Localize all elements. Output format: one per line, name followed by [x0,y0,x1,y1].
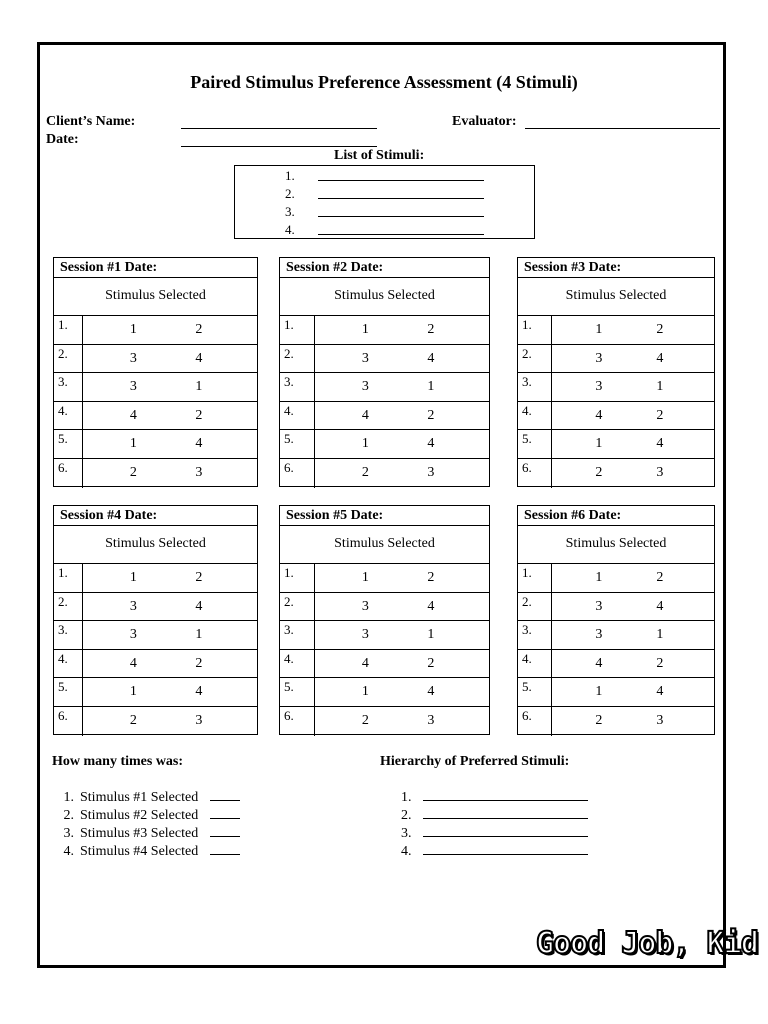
trial-row [280,316,489,345]
trial-row [518,593,714,622]
trial-row [54,316,257,345]
session-2-table [279,257,490,487]
stimulus-option-b[interactable]: 2 [656,655,664,671]
stimulus-option-a[interactable]: 3 [595,627,603,643]
trial-row [54,593,257,622]
stimulus-option-b[interactable]: 4 [427,350,435,366]
stimulus-selected-heading: Stimulus Selected [280,278,489,316]
trial-number: 4. [58,650,68,666]
stimulus-option-a[interactable]: 1 [129,436,137,452]
trial-row [280,707,489,736]
column-divider [551,459,552,488]
trial-number: 4. [522,402,532,418]
trial-number: 6. [58,707,68,723]
column-divider [551,430,552,458]
stimulus-option-b[interactable]: 2 [195,655,203,671]
stimulus-option-a[interactable]: 4 [361,655,369,671]
hierarchy-item [401,808,588,824]
stimulus-option-b[interactable]: 2 [427,322,435,337]
trial-number: 6. [58,459,68,475]
stimulus-option-a[interactable]: 1 [361,684,369,700]
trial-number: 5. [522,679,532,695]
page-title: Paired Stimulus Preference Assessment (4 Stimuli) [190,72,578,92]
stimulus-option-b[interactable]: 2 [656,322,664,337]
stimulus-option-b[interactable]: 3 [195,712,203,728]
trial-number: 3. [284,622,294,638]
hierarchy-field[interactable] [423,818,588,819]
stimulus-selected-heading: Stimulus Selected [54,526,257,564]
session-date-label[interactable]: Session #6 Date: [518,506,714,526]
column-divider [314,459,315,488]
trial-row [518,316,714,345]
trial-row [54,430,257,459]
stimulus-option-a[interactable]: 4 [129,407,137,423]
trial-number: 2. [522,593,532,609]
stimulus-option-a[interactable]: 4 [361,407,369,423]
stimulus-option-b[interactable]: 3 [656,464,664,480]
trial-number: 1. [522,565,532,580]
count-item [52,826,240,842]
stimulus-option-b[interactable]: 2 [195,322,203,337]
hierarchy-item [401,826,588,842]
stimulus-selected-heading: Stimulus Selected [280,526,489,564]
stimulus-option-b[interactable]: 4 [427,598,435,614]
trial-row [54,564,257,593]
trial-number: 3. [58,374,68,390]
stimulus-option-a[interactable]: 3 [361,379,369,395]
session-date-label[interactable]: Session #1 Date: [54,258,257,278]
session-4-table [53,505,258,735]
session-5-table [279,505,490,735]
stimulus-selected-heading: Stimulus Selected [518,526,714,564]
stimulus-option-a[interactable]: 4 [595,407,603,423]
stimulus-option-a[interactable]: 1 [595,436,603,452]
column-divider [82,345,83,373]
stimulus-option-a[interactable]: 2 [595,712,603,728]
stimulus-option-a[interactable]: 2 [129,712,137,728]
trial-row [280,621,489,650]
stimulus-option-a[interactable]: 3 [129,627,137,643]
trial-number: 6. [522,707,532,723]
hierarchy-heading: Hierarchy of Preferred Stimuli: [380,754,570,769]
trial-number: 2. [284,345,294,361]
count-item [52,790,240,806]
trial-number: 1. [58,317,68,332]
stimulus-option-b[interactable]: 1 [195,379,203,395]
stimulus-number: 1. [285,168,295,183]
hierarchy-field[interactable] [423,836,588,837]
evaluator-field[interactable] [525,128,720,129]
stimulus-option-a[interactable]: 1 [361,436,369,452]
stimulus-option-b[interactable]: 3 [656,712,664,728]
trial-row [518,430,714,459]
stimulus-field[interactable] [318,198,484,199]
brand-logo: Good Job, Kid [536,926,758,961]
stimulus-option-a[interactable]: 3 [129,350,137,366]
trial-number: 1. [522,317,532,332]
stimulus-option-b[interactable]: 3 [195,464,203,480]
trial-number: 6. [522,459,532,475]
stimulus-option-a[interactable]: 3 [361,598,369,614]
stimulus-number: 4. [285,222,295,237]
stimulus-option-a[interactable]: 1 [129,322,137,337]
stimulus-option-b[interactable]: 2 [195,570,203,585]
hierarchy-number: 2. [401,808,412,823]
hierarchy-item [401,844,588,860]
stimulus-option-b[interactable]: 3 [427,464,435,480]
column-divider [551,345,552,373]
column-divider [82,373,83,401]
hierarchy-number: 1. [401,790,412,805]
count-heading: How many times was: [52,754,184,769]
trial-row [518,564,714,593]
session-date-label[interactable]: Session #3 Date: [518,258,714,278]
column-divider [314,402,315,430]
trial-row [518,650,714,679]
trial-row [54,345,257,374]
trial-row [280,593,489,622]
count-item [52,808,240,824]
column-divider [551,402,552,430]
trial-number: 1. [284,565,294,580]
hierarchy-item [401,790,588,806]
stimulus-option-b[interactable]: 4 [656,350,664,366]
trial-number: 4. [522,650,532,666]
column-divider [314,650,315,678]
stimulus-option-a[interactable]: 3 [361,350,369,366]
stimulus-option-b[interactable]: 1 [427,627,435,643]
trial-row [54,678,257,707]
column-divider [314,621,315,649]
trial-number: 6. [284,707,294,723]
trial-row [54,707,257,736]
date-field[interactable] [181,146,377,147]
stimulus-row [285,204,295,220]
trial-row [54,402,257,431]
stimulus-option-b[interactable]: 2 [427,407,435,423]
stimulus-option-b[interactable]: 2 [656,570,664,585]
trial-row [518,707,714,736]
stimulus-number: 3. [285,204,295,219]
trial-row [280,459,489,488]
hierarchy-number: 3. [401,826,412,841]
count-field[interactable] [210,836,240,837]
client-name-field[interactable] [181,128,377,129]
stimulus-option-b[interactable]: 4 [195,350,203,366]
stimuli-list-box [234,165,535,239]
column-divider [551,650,552,678]
stimulus-option-a[interactable]: 1 [595,322,603,337]
count-item [52,844,240,860]
column-divider [551,707,552,736]
column-divider [314,678,315,706]
column-divider [551,593,552,621]
stimulus-option-b[interactable]: 2 [427,570,435,585]
stimulus-selected-heading: Stimulus Selected [518,278,714,316]
date-label: Date: [46,132,79,147]
trial-number: 6. [284,459,294,475]
stimulus-field[interactable] [318,180,484,181]
stimulus-option-a[interactable]: 2 [361,464,369,480]
trial-row [54,459,257,488]
stimulus-option-b[interactable]: 1 [656,379,664,395]
stimulus-option-b[interactable]: 4 [427,684,435,700]
column-divider [82,678,83,706]
trial-number: 5. [58,679,68,695]
stimulus-option-a[interactable]: 1 [129,684,137,700]
stimulus-option-b[interactable]: 4 [656,436,664,452]
column-divider [314,316,315,344]
session-date-label[interactable]: Session #5 Date: [280,506,489,526]
trial-row [54,621,257,650]
trial-row [518,373,714,402]
session-1-table [53,257,258,487]
trial-row [280,678,489,707]
trial-number: 5. [522,431,532,447]
column-divider [82,621,83,649]
stimulus-option-a[interactable]: 1 [595,570,603,585]
stimulus-option-b[interactable]: 1 [656,627,664,643]
stimulus-option-a[interactable]: 3 [595,350,603,366]
stimulus-option-a[interactable]: 1 [361,570,369,585]
count-text: Stimulus #3 Selected [80,826,199,841]
count-number: 2. [63,808,74,823]
trial-row [280,650,489,679]
column-divider [82,402,83,430]
trial-number: 1. [284,317,294,332]
stimulus-option-b[interactable]: 3 [427,712,435,728]
trial-row [518,345,714,374]
count-number: 3. [63,826,74,841]
trial-number: 2. [522,345,532,361]
column-divider [314,707,315,736]
column-divider [551,316,552,344]
stimulus-row [285,168,295,184]
trial-row [518,621,714,650]
stimulus-selected-heading: Stimulus Selected [54,278,257,316]
trial-number: 5. [58,431,68,447]
stimulus-option-b[interactable]: 4 [195,684,203,700]
trial-row [280,430,489,459]
stimulus-option-a[interactable]: 1 [361,322,369,337]
column-divider [551,564,552,592]
stimulus-option-b[interactable]: 4 [427,436,435,452]
trial-number: 1. [58,565,68,580]
trial-number: 3. [522,622,532,638]
stimulus-option-a[interactable]: 2 [361,712,369,728]
stimulus-option-a[interactable]: 2 [595,464,603,480]
trial-row [280,402,489,431]
stimulus-option-b[interactable]: 4 [195,436,203,452]
trial-row [518,678,714,707]
stimulus-option-a[interactable]: 3 [129,598,137,614]
column-divider [82,564,83,592]
column-divider [82,650,83,678]
count-number: 1. [63,790,74,805]
stimulus-option-a[interactable]: 1 [595,684,603,700]
trial-number: 4. [284,650,294,666]
stimulus-option-a[interactable]: 2 [129,464,137,480]
stimulus-option-a[interactable]: 3 [361,627,369,643]
column-divider [551,621,552,649]
stimulus-option-b[interactable]: 2 [195,407,203,423]
stimulus-option-a[interactable]: 3 [595,598,603,614]
trial-number: 3. [522,374,532,390]
hierarchy-field[interactable] [423,800,588,801]
column-divider [82,316,83,344]
stimuli-list-heading: List of Stimuli: [334,148,425,163]
count-field[interactable] [210,800,240,801]
trial-number: 2. [58,345,68,361]
stimulus-option-a[interactable]: 1 [129,570,137,585]
count-field[interactable] [210,854,240,855]
column-divider [551,373,552,401]
stimulus-option-b[interactable]: 4 [656,598,664,614]
trial-row [54,650,257,679]
column-divider [314,593,315,621]
evaluator-label: Evaluator: [452,114,517,129]
session-6-table [517,505,715,735]
column-divider [314,345,315,373]
stimulus-field[interactable] [318,216,484,217]
column-divider [82,459,83,488]
column-divider [82,430,83,458]
stimulus-option-b[interactable]: 2 [427,655,435,671]
hierarchy-field[interactable] [423,854,588,855]
trial-number: 3. [58,622,68,638]
stimulus-option-b[interactable]: 1 [195,627,203,643]
stimulus-row [285,222,295,238]
trial-number: 3. [284,374,294,390]
count-field[interactable] [210,818,240,819]
trial-row [518,402,714,431]
column-divider [82,707,83,736]
stimulus-option-a[interactable]: 4 [129,655,137,671]
trial-number: 5. [284,679,294,695]
stimulus-number: 2. [285,186,295,201]
trial-row [280,345,489,374]
stimulus-option-b[interactable]: 2 [656,407,664,423]
trial-row [54,373,257,402]
column-divider [551,678,552,706]
stimulus-option-a[interactable]: 4 [595,655,603,671]
column-divider [314,564,315,592]
hierarchy-number: 4. [401,844,412,859]
stimulus-option-a[interactable]: 3 [595,379,603,395]
session-date-label[interactable]: Session #4 Date: [54,506,257,526]
trial-number: 2. [58,593,68,609]
stimulus-option-b[interactable]: 4 [656,684,664,700]
stimulus-option-a[interactable]: 3 [129,379,137,395]
client-name-label: Client’s Name: [46,114,136,129]
trial-number: 4. [284,402,294,418]
trial-row [280,564,489,593]
count-number: 4. [63,844,74,859]
trial-row [518,459,714,488]
trial-number: 5. [284,431,294,447]
trial-number: 4. [58,402,68,418]
session-date-label[interactable]: Session #2 Date: [280,258,489,278]
column-divider [314,373,315,401]
column-divider [314,430,315,458]
stimulus-option-b[interactable]: 4 [195,598,203,614]
count-text: Stimulus #4 Selected [80,844,199,859]
stimulus-row [285,186,295,202]
session-3-table [517,257,715,487]
trial-row [280,373,489,402]
count-text: Stimulus #2 Selected [80,808,199,823]
stimulus-field[interactable] [318,234,484,235]
column-divider [82,593,83,621]
count-text: Stimulus #1 Selected [80,790,199,805]
trial-number: 2. [284,593,294,609]
stimulus-option-b[interactable]: 1 [427,379,435,395]
